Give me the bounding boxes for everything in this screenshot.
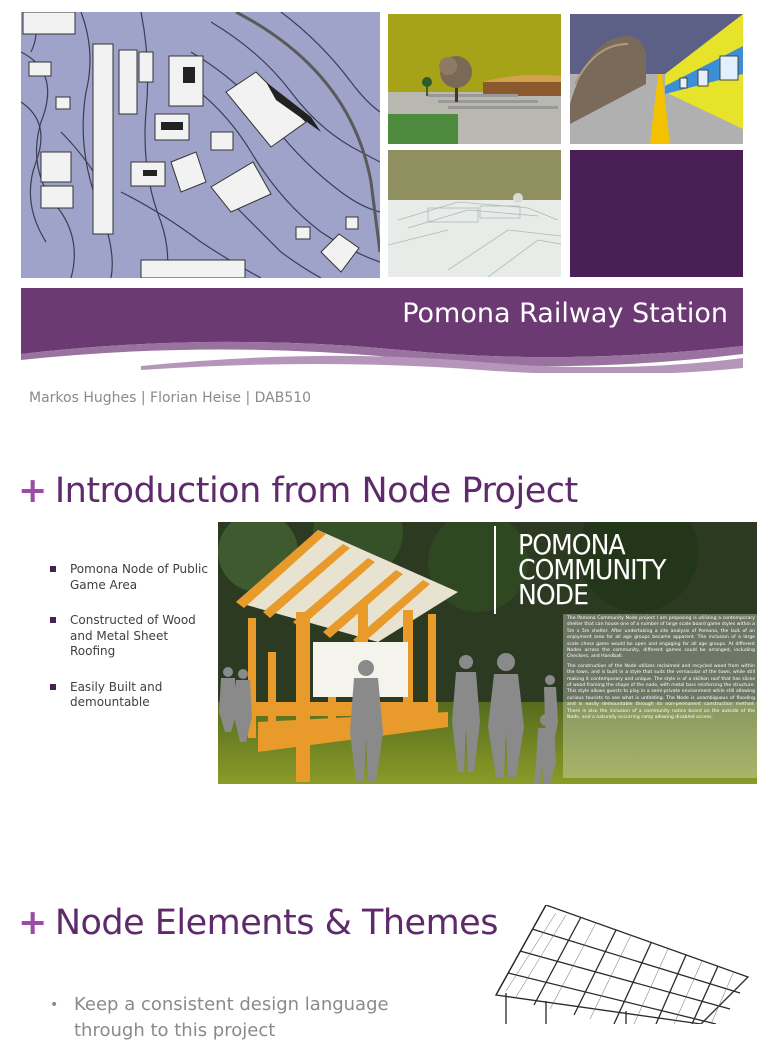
elements-heading-text: Node Elements & Themes bbox=[54, 903, 498, 943]
site-plan-image bbox=[21, 12, 380, 278]
community-node-poster bbox=[218, 522, 757, 784]
plus-icon: + bbox=[18, 903, 47, 943]
list-item: Pomona Node of Public Game Area bbox=[50, 562, 210, 593]
poster-description: The Pomona Community Node project I am proposing is utilizing a contemporary shelter that can house one of a number of large scale board game styles within a 5m x 5m shelter. After undertaking a site analysis of Pomona, the lack of an enjoyment area for all age groups became apparent. The inclusion of a large scale chess game would be open and engaging for all age groups. At different Nodes across the community, different games could be arranged, including Checkers, and Handball. The construction of the Node utilizes reclaimed and recycled wood from within the town, and is built in a style that suits the vernacular of the town, while still making it contemporary and unique. The style is of a skillion roof that has slices of wood framing the shape of the node, with metal bars reinforcing the structure. This style allows guests to play in a semi-private environment while still allowing curious tourists to see what is unfolding. The Node is unambiguous of flooding and is easily demountable through its non-permanent construction method. There is also the inclusion of a community notice board on the outside of the Node, and a naturally occurring ramp allowing disabled access. bbox=[563, 614, 757, 778]
plus-icon: + bbox=[18, 471, 47, 511]
list-item: Easily Built and demountable bbox=[50, 680, 210, 711]
presentation-title: Pomona Railway Station bbox=[402, 298, 728, 329]
purple-accent-block bbox=[570, 150, 743, 277]
node-sketch-image bbox=[486, 905, 751, 1024]
author-line: Markos Hughes | Florian Heise | DAB510 bbox=[29, 390, 312, 406]
title-banner bbox=[21, 288, 743, 373]
list-item: • Keep a consistent design language through to this project bbox=[50, 994, 389, 1041]
square-bullet-icon bbox=[50, 566, 56, 572]
square-bullet-icon bbox=[50, 617, 56, 623]
render-whiteframe-image bbox=[388, 150, 561, 277]
list-item: Constructed of Wood and Metal Sheet Roofing bbox=[50, 613, 210, 660]
render-platform-train-image bbox=[570, 14, 743, 144]
intro-heading bbox=[18, 471, 578, 511]
intro-bullet-list bbox=[50, 562, 210, 731]
elements-heading bbox=[18, 903, 498, 943]
poster-title: POMONA COMMUNITY NODE bbox=[518, 528, 666, 611]
intro-heading-text: Introduction from Node Project bbox=[54, 471, 578, 511]
bullet-dot-icon: • bbox=[50, 997, 59, 1013]
square-bullet-icon bbox=[50, 684, 56, 690]
render-amphitheatre-image bbox=[388, 14, 561, 144]
